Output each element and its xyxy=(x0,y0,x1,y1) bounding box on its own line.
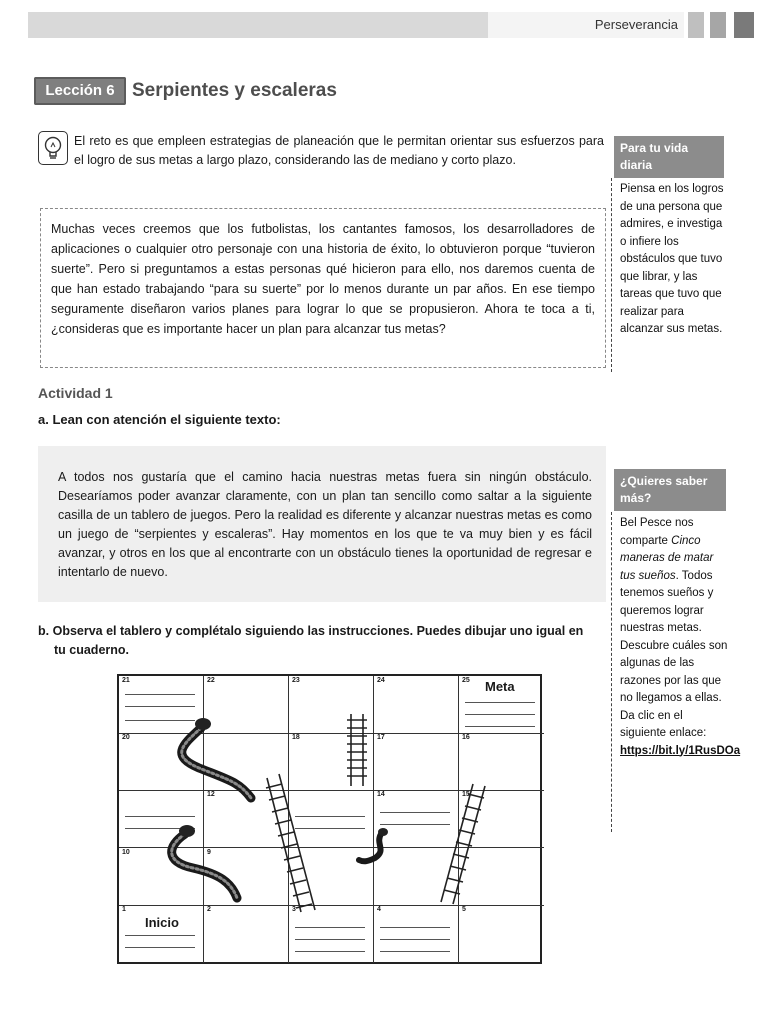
cell-number: 21 xyxy=(122,677,130,684)
cell-number: 17 xyxy=(377,734,385,742)
lightbulb-icon xyxy=(38,131,68,165)
ladder-right xyxy=(441,784,485,904)
talk-link[interactable]: https://bit.ly/1RusDOa xyxy=(620,744,741,757)
sidebar-learn-more-title: ¿Quieres saber más? xyxy=(614,469,726,511)
cell-number: 22 xyxy=(207,677,215,684)
challenge-text: El reto es que empleen estrategias de planeación que le permitan orientar sus esfuerzos para el logro de sus metas a largo plazo, considerando las de mediano y corto plazo. xyxy=(74,134,604,167)
cell-number: 24 xyxy=(377,677,385,684)
intro-text: Muchas veces creemos que los futbolistas, los cantantes famosos, los desarrolladores de aplicaciones o cualquier otro personaje con una historia de éxito, lo obtuvieron porque “tuvieron suerte”. Pero si preguntamos a estas personas qué hicieron para ello, nos daremos cuenta de que han estado trabajando “para su suerte” por lo menos durante un par años. En ese tiempo seguramente diseñaron varios planes para lograr lo que se propusieron. Ahora te toca a ti, ¿consideras que es importante hacer un plan para alcanzar tus metas? xyxy=(51,222,595,336)
cell-number: 12 xyxy=(207,791,215,799)
activity-b-text: Observa el tablero y complétalo siguiendo las instrucciones. Puedes dibujar uno igual en xyxy=(52,624,584,638)
activity-b-instruction xyxy=(38,622,608,660)
cell-number: 14 xyxy=(377,791,385,799)
snake-bottom xyxy=(172,825,237,898)
sidebar-daily-life-title: Para tu vida diaria xyxy=(614,136,724,178)
quote-box xyxy=(38,446,606,602)
ladder-top xyxy=(347,714,367,786)
cell-number: 16 xyxy=(462,734,470,742)
section-title: Perseverancia xyxy=(594,17,678,32)
activity-title: Actividad 1 xyxy=(38,385,113,401)
ladder-middle xyxy=(266,774,315,912)
talk-title: Cinco maneras de matar tus sueños xyxy=(620,534,714,582)
cell-number: 2 xyxy=(207,905,211,913)
activity-a-instruction xyxy=(38,412,281,427)
activity-b-label: b. xyxy=(38,624,50,638)
cell-number: 5 xyxy=(462,905,466,913)
sidebar-learn-more-intro: Bel Pesce nos comparte xyxy=(620,517,694,547)
cell-number: 10 xyxy=(122,848,130,856)
activity-a-text: Lean con atención el siguiente texto: xyxy=(52,412,281,427)
header-tab-3 xyxy=(734,12,754,38)
cell-number: 15 xyxy=(462,791,470,799)
cell-number: 3 xyxy=(292,905,296,913)
cell-number: 25 xyxy=(462,677,470,684)
cell-number: 23 xyxy=(292,677,300,684)
activity-b-text-2: tu cuaderno. xyxy=(54,643,130,657)
start-label: Inicio xyxy=(145,914,179,930)
board-art xyxy=(119,676,540,962)
quote-text: A todos nos gustaría que el camino hacia nuestras metas fuera sin ningún obstáculo. Desearíamos poder avanzar claramente, con un plan tan sencillo como saltar a la siguiente casilla de un tablero de juegos. Pero la realidad es diferente y alcanzar nuestras metas es como un juego de “serpientes y escaleras”. Hay momentos en los que te va muy bien y es fácil avanzar, y otros en los que al encontrarte con un obstáculo tienes la oportunidad de regresar e intentarlo de nuevo. xyxy=(58,470,592,579)
lesson-title: Serpientes y escaleras xyxy=(132,80,337,101)
header-tab-2 xyxy=(710,12,726,38)
cell-number: 4 xyxy=(377,905,381,913)
header-tab-1 xyxy=(688,12,704,38)
sidebar-learn-more-divider xyxy=(611,512,612,832)
intro-box xyxy=(40,208,606,368)
sidebar-learn-more-body: . Todos tenemos sueños y queremos lograr nuestras metas. Descubre cuáles son algunas de las razones por las que no llegamos a ellas. Da clic en el siguiente enlace: xyxy=(620,569,728,739)
sidebar-daily-life-text: Piensa en los logros de una persona que admires, e investiga o infiere los obstáculos que tuvo que librar, y las tareas que tuvo que realizar para alcanzar sus metas. xyxy=(620,183,724,335)
goal-label: Meta xyxy=(485,679,515,694)
sidebar-learn-more-text xyxy=(620,515,741,760)
lesson-badge: Lección 6 xyxy=(34,77,126,105)
snake-small xyxy=(359,828,388,861)
snake-top xyxy=(182,718,251,798)
cell-number: 1 xyxy=(122,905,126,913)
cell-number: 9 xyxy=(207,848,211,856)
activity-a-label: a. xyxy=(38,412,49,427)
cell-number: 18 xyxy=(292,734,300,742)
game-board xyxy=(117,674,542,964)
cell-number: 20 xyxy=(122,734,130,742)
sidebar-daily-life-divider xyxy=(611,178,612,372)
header-bar xyxy=(28,12,488,38)
